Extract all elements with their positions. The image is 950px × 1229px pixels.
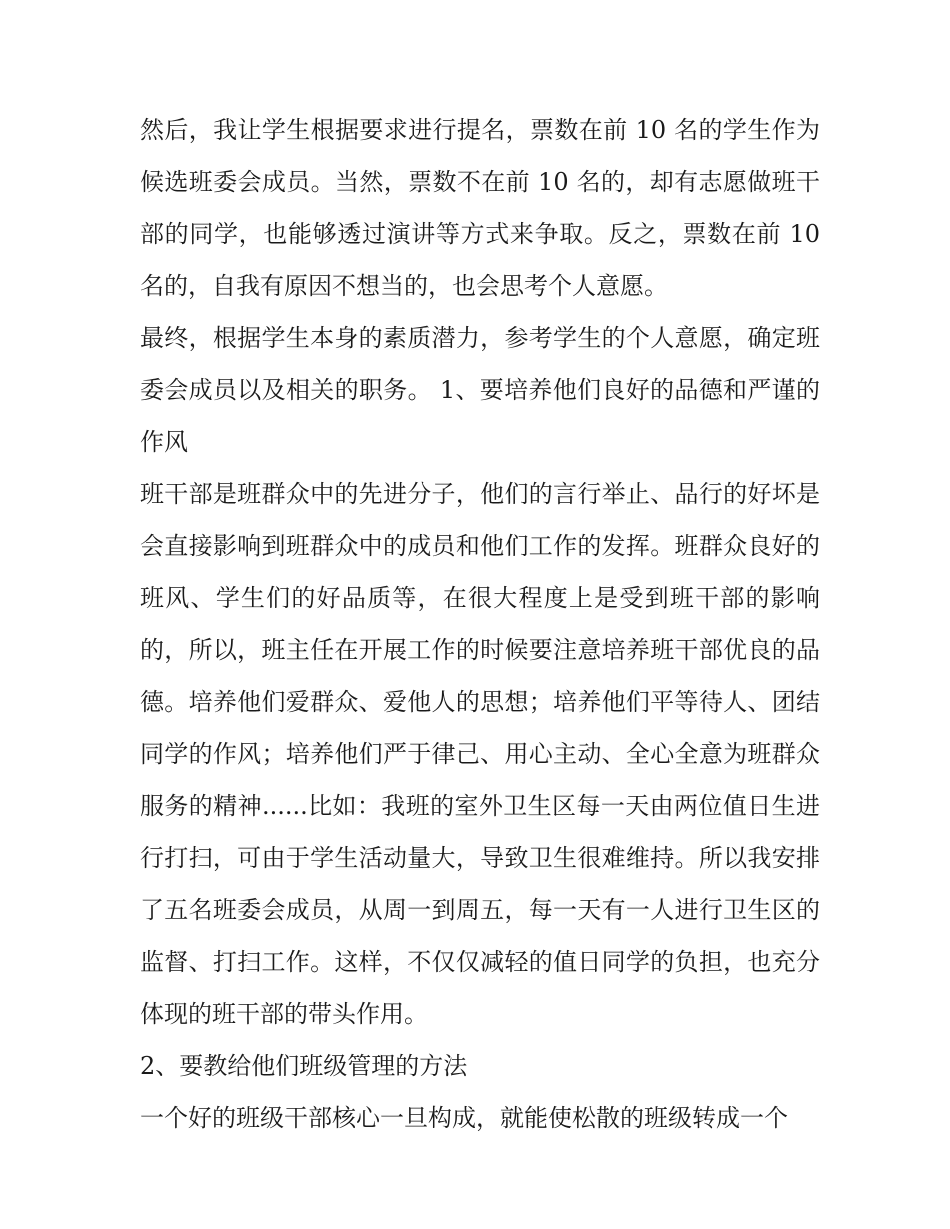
paragraph-nomination: 然后，我让学生根据要求进行提名，票数在前 10 名的学生作为候选班委会成员。当然，票数不在前 10 名的，却有志愿做班干部的同学，也能够透过演讲等方式来争取。反之，票数在前 10 名的，自我有原因不想当的，也会思考个人意愿。 — [140, 116, 820, 300]
paragraph-management: 一个好的班级干部核心一旦构成，就能使松散的班级转成一个 — [140, 1104, 788, 1132]
paragraph-final-selection: 最终，根据学生本身的素质潜力，参考学生的个人意愿，确定班委会成员以及相关的职务。 1、要培养他们良好的品德和严谨的作风 — [140, 324, 820, 456]
section-heading-management: 2、要教给他们班级管理的方法 — [140, 1052, 468, 1080]
paragraph-moral-cultivation: 班干部是班群众中的先进分子，他们的言行举止、品行的好坏是会直接影响到班群众中的成员和他们工作的发挥。班群众良好的班风、学生们的好品质等，在很大程度上是受到班干部的影响的，所以，班主任在开展工作的时候要注意培养班干部优良的品德。培养他们爱群众、爱他人的思想；培养他们平等待人、团结同学的作风；培养他们严于律己、用心主动、全心全意为班群众服务的精神......比如：我班的室外卫生区每一天由两位值日生进行打扫，可由于学生活动量大，导致卫生很难维持。所以我安排了五名班委会成员，从周一到周五，每一天有一人进行卫生区的监督、打扫工作。这样，不仅仅减轻的值日同学的负担，也充分体现的班干部的带头作用。 — [140, 480, 820, 1028]
body-text — [140, 104, 820, 1144]
